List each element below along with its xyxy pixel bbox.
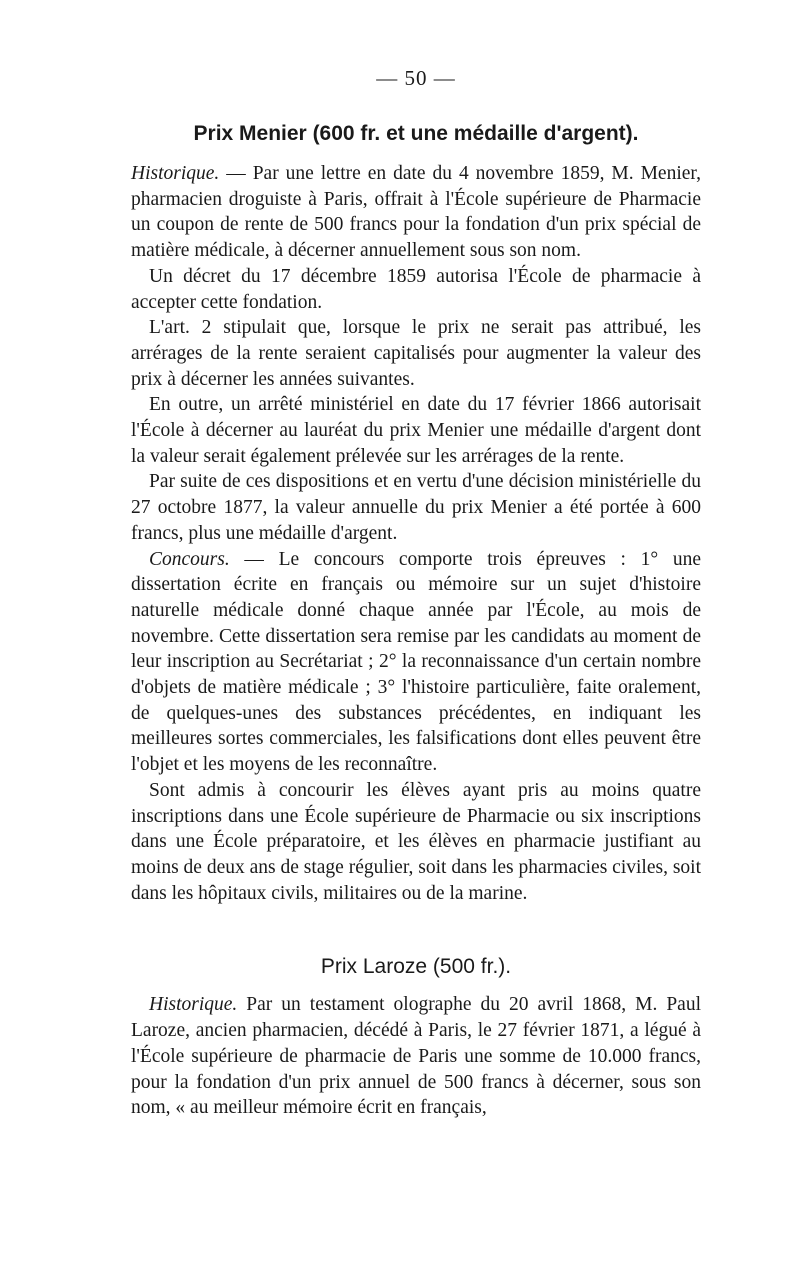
paragraph-historique-menier — [131, 161, 701, 264]
historique-laroze-text: Par un testament olographe du 20 avril 1868, M. Paul Laroze, ancien pharmacien, décédé à Paris, le 27 février 1871, a légué à l'École supérieure de pharmacie de Paris une somme de 10.000 francs, pour la fondation d'un prix annuel de 500 francs à décerner, sous son nom, « au meilleur mémoire écrit en français, — [131, 994, 701, 1119]
rubric-historique: Historique. — [131, 163, 220, 184]
section-title-prix-laroze: Prix Laroze (500 fr.). — [320, 955, 512, 979]
concours-text: — Le concours comporte trois épreuves : 1° une dissertation écrite en français ou mémoire sur un sujet d'histoire naturelle médicale donné chaque année par l'École, au mois de novembre. Cette dissertation sera remise par les candidats au moment de leur inscription au Secrétariat ; 2° la reconnaissance d'un certain nombre d'objets de matière médicale ; 3° l'histoire particulière, faite oralement, de quelques-unes des substances précédentes, en indiquant les meilleures sortes commerciales, les falsifications dont elles peuvent être l'objet et les moyens de les reconnaître. — [131, 548, 701, 776]
historique-text: — Par une lettre en date du 4 novembre 1859, M. Menier, pharmacien droguiste à Paris, offrait à l'École supérieure de Pharmacie un coupon de rente de 500 francs pour la fondation d'un prix spécial de matière médicale, à décerner annuellement sous son nom. — [131, 163, 701, 262]
paragraph-historique-laroze — [131, 992, 701, 1121]
paragraph-concours — [131, 547, 701, 778]
page-number: — 50 — — [376, 66, 456, 90]
section-title-prix-menier: Prix Menier (600 fr. et une médaille d'argent). — [193, 122, 639, 145]
paragraph-arrete: En outre, un arrêté ministériel en date du 17 février 1866 autorisait l'École à décerner au lauréat du prix Menier une médaille d'argent dont la valeur serait également prélevée sur les arrérages de la rente. — [131, 394, 701, 467]
paragraph-article-2: L'art. 2 stipulait que, lorsque le prix ne serait pas attribué, les arrérages de la rente seraient capitalisés pour augmenter la valeur des prix à décerner les années suivantes. — [131, 317, 701, 390]
rubric-historique-laroze: Historique. — [149, 994, 238, 1016]
paragraph-admission: Sont admis à concourir les élèves ayant pris au moins quatre inscriptions dans une École supérieure de Pharmacie ou six inscriptions dans une École préparatoire, et les élèves en pharmacie justifiant au moins de deux ans de stage régulier, soit dans les pharmacies civiles, soit dans les hôpitaux civils, militaires ou de la marine. — [131, 779, 701, 904]
paragraph-decret: Un décret du 17 décembre 1859 autorisa l'École de pharmacie à accepter cette fondation. — [131, 265, 701, 313]
document-page — [131, 60, 701, 1121]
paragraph-decision: Par suite de ces dispositions et en vertu d'une décision ministérielle du 27 octobre 1877, la valeur annuelle du prix Menier a été portée à 600 francs, plus une médaille d'argent. — [131, 471, 701, 544]
rubric-concours: Concours. — [149, 548, 230, 570]
